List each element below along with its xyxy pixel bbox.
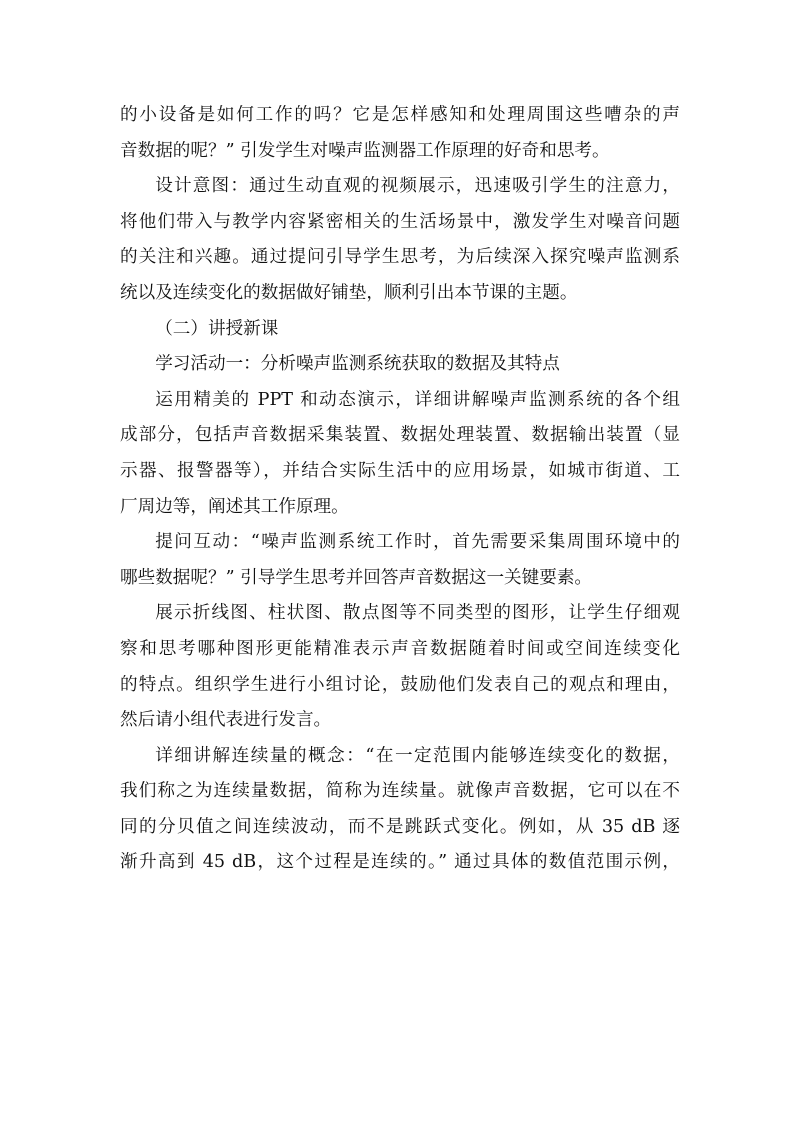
section-heading: （二）讲授新课 — [155, 318, 279, 339]
text-line: 同的分贝值之间连续波动，而不是跳跃式变化。例如，从 35 dB 逐 — [120, 816, 680, 837]
text-line: 运用精美的 PPT 和动态演示，详细讲解噪声监测系统的各个组 — [155, 389, 680, 410]
text-line: 设计意图：通过生动直观的视频展示，迅速吸引学生的注意力， — [155, 176, 680, 197]
text-line: 详细讲解连续量的概念：“在一定范围内能够连续变化的数据， — [155, 745, 680, 766]
text-line: 成部分，包括声音数据采集装置、数据处理装置、数据输出装置（显 — [120, 425, 680, 446]
text-line: 统以及连续变化的数据做好铺垫，顺利引出本节课的主题。 — [120, 282, 578, 303]
text-line: 厂周边等，阐述其工作原理。 — [120, 496, 349, 517]
text-line: 展示折线图、柱状图、散点图等不同类型的图形，让学生仔细观 — [155, 603, 680, 624]
text-line: 的特点。组织学生进行小组讨论，鼓励他们发表自己的观点和理由， — [120, 674, 680, 695]
text-line: 学习活动一：分析噪声监测系统获取的数据及其特点 — [155, 354, 560, 375]
text-line: 哪些数据呢？” 引导学生思考并回答声音数据这一关键要素。 — [120, 567, 593, 588]
text-line: 音数据的呢？” 引发学生对噪声监测器工作原理的好奇和思考。 — [120, 140, 610, 161]
text-line: 示器、报警器等），并结合实际生活中的应用场景，如城市街道、工 — [120, 460, 680, 481]
text-line: 提问互动：“噪声监测系统工作时，首先需要采集周围环境中的 — [155, 532, 680, 553]
text-line: 我们称之为连续量数据，简称为连续量。就像声音数据，它可以在不 — [120, 781, 680, 802]
text-line: 然后请小组代表进行发言。 — [120, 710, 332, 731]
body-text — [120, 98, 680, 881]
text-line: 察和思考哪种图形更能精准表示声音数据随着时间或空间连续变化 — [120, 638, 680, 659]
text-line: 的关注和兴趣。通过提问引导学生思考，为后续深入探究噪声监测系 — [120, 247, 680, 268]
text-line: 的小设备是如何工作的吗？它是怎样感知和处理周围这些嘈杂的声 — [120, 105, 680, 125]
text-line: 将他们带入与教学内容紧密相关的生活场景中，激发学生对噪音问题 — [120, 211, 680, 232]
text-line: 渐升高到 45 dB，这个过程是连续的。” 通过具体的数值范围示例， — [120, 852, 680, 873]
